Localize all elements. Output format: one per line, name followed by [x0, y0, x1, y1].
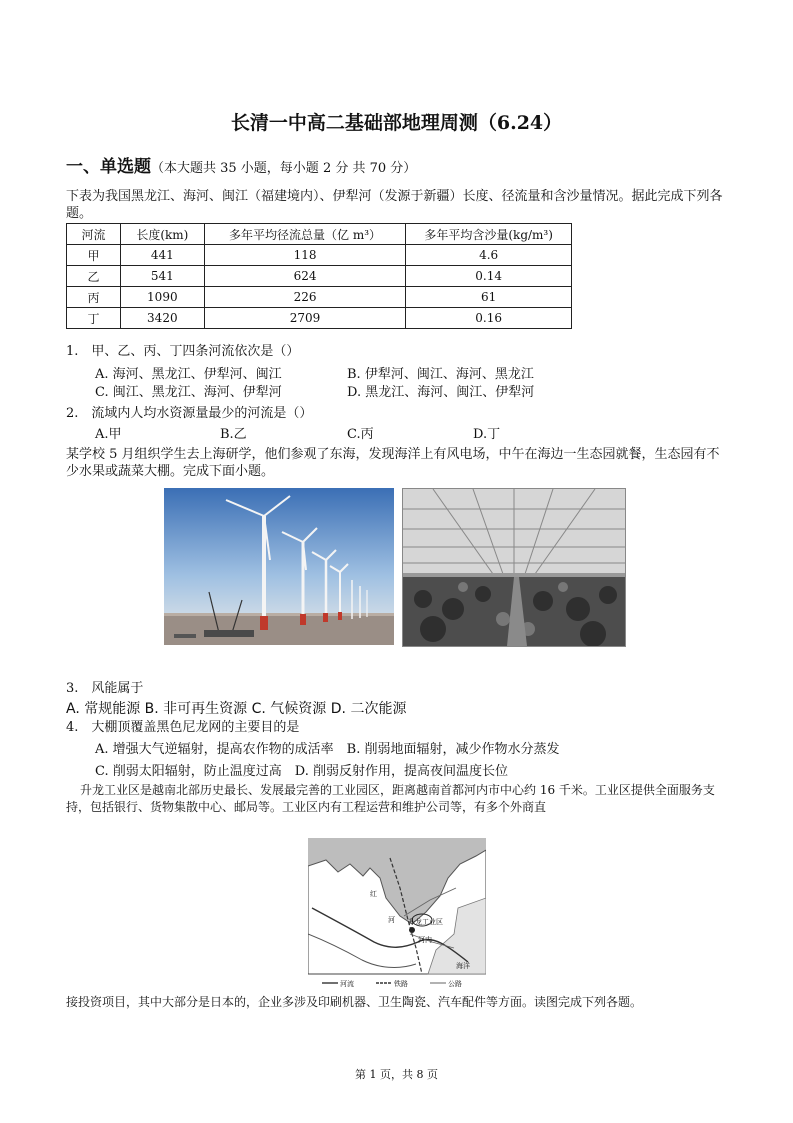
intro-industrial-zone: 升龙工业区是越南北部历史最长、发展最完善的工业园区，距离越南首都河内市中心约 16 千米。工业区提供全面服务支持，包括银行、货物集散中心、邮局等。工业区内有工程运营和维护公司等，有多个外商直: [66, 783, 715, 814]
map-label-river2: 河: [388, 916, 395, 924]
legend-rail: 铁路: [394, 980, 408, 988]
map-label-sea: 海洋: [456, 962, 470, 970]
table-cell: 624: [204, 266, 406, 287]
question-2-option-b: B.乙: [220, 427, 247, 442]
greenhouse-photo: [402, 488, 626, 647]
legend-road: 公路: [448, 980, 462, 988]
question-4-options-cd: C. 削弱太阳辐射，防止温度过高 D. 削弱反射作用，提高夜间温度长位: [95, 764, 508, 779]
table-row: [67, 287, 572, 308]
question-2-option-a: A.甲: [95, 427, 122, 442]
table-cell: 丙: [67, 287, 121, 308]
section-title: 一、单选题: [66, 157, 151, 177]
legend-river: 河流: [340, 980, 354, 988]
table-cell: 4.6: [406, 245, 572, 266]
table-header: 河流: [67, 224, 121, 245]
question-3-options: A. 常规能源 B. 非可再生资源 C. 气候资源 D. 二次能源: [66, 701, 407, 717]
table-row: [67, 308, 572, 329]
intro-shanghai: 某学校 5 月组织学生去上海研学，他们参观了东海，发现海洋上有风电场，中午在海边一生态园就餐，生态园有不少水果或蔬菜大棚。完成下面小题。: [66, 447, 720, 479]
map-label-city: 河内: [418, 936, 432, 944]
question-1-option-d: D. 黑龙江、海河、闽江、伊犁河: [347, 385, 535, 400]
question-3-stem: 3. 风能属于: [66, 681, 144, 696]
table-header: 长度(km): [120, 224, 204, 245]
table-cell: 2709: [204, 308, 406, 329]
question-1-stem: 1. 甲、乙、丙、丁四条河流依次是（）: [66, 344, 300, 359]
question-1-option-c: C. 闽江、黑龙江、海河、伊犁河: [95, 385, 282, 400]
intro-investment: 接投资项目，其中大部分是日本的，企业多涉及印刷机器、卫生陶瓷、汽车配件等方面。读图完成下列各题。: [66, 995, 643, 1009]
map-label-zone: 升龙工业区: [408, 918, 443, 926]
page-title: 长清一中高二基础部地理周测（6.24）: [230, 112, 563, 134]
table-cell: 226: [204, 287, 406, 308]
table-cell: 0.16: [406, 308, 572, 329]
section-heading: [66, 152, 416, 177]
table-header-row: [67, 224, 572, 245]
question-2-option-c: C.丙: [347, 427, 374, 442]
table-row: [67, 266, 572, 287]
wind-farm-photo: [164, 488, 394, 645]
question-4-stem: 4. 大棚顶覆盖黑色尼龙网的主要目的是: [66, 720, 300, 735]
question-1-option-b: B. 伊犁河、闽江、海河、黑龙江: [347, 367, 534, 382]
table-cell: 乙: [67, 266, 121, 287]
river-table: [66, 223, 572, 329]
table-header: 多年平均含沙量(kg/m³): [406, 224, 572, 245]
section-note: （本大题共 35 小题，每小题 2 分 共 70 分）: [151, 161, 417, 176]
intro-rivers: 下表为我国黑龙江、海河、闽江（福建境内）、伊犁河（发源于新疆）长度、径流量和含沙量情况。据此完成下列各题。: [66, 189, 723, 221]
question-2-option-d: D.丁: [473, 427, 501, 442]
table-cell: 3420: [120, 308, 204, 329]
question-4-options-ab: A. 增强大气逆辐射，提高农作物的成活率 B. 削弱地面辐射，减少作物水分蒸发: [95, 742, 560, 757]
question-2-stem: 2. 流域内人均水资源量最少的河流是（）: [66, 406, 313, 421]
table-cell: 61: [406, 287, 572, 308]
map-label-river: 红: [370, 890, 377, 898]
table-cell: 1090: [120, 287, 204, 308]
question-1-option-a: A. 海河、黑龙江、伊犁河、闽江: [95, 367, 282, 382]
hanoi-map: [308, 838, 486, 990]
table-cell: 441: [120, 245, 204, 266]
table-header: 多年平均径流总量（亿 m³）: [204, 224, 406, 245]
table-cell: 0.14: [406, 266, 572, 287]
table-row: [67, 245, 572, 266]
table-cell: 541: [120, 266, 204, 287]
table-cell: 丁: [67, 308, 121, 329]
table-cell: 118: [204, 245, 406, 266]
table-cell: 甲: [67, 245, 121, 266]
page-footer: 第 1 页，共 8 页: [355, 1068, 438, 1081]
